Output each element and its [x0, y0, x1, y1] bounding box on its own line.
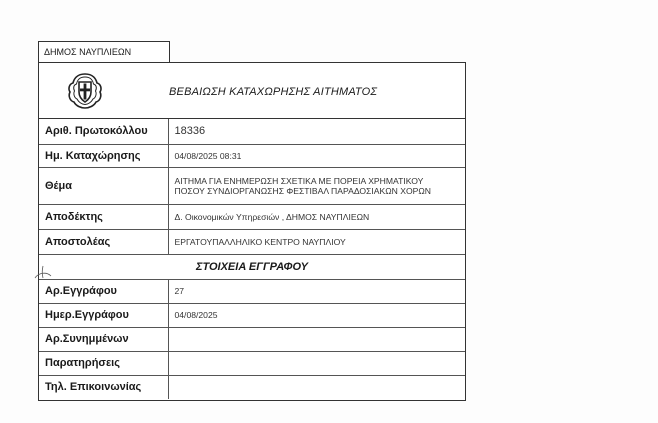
punch-mark-icon: [33, 264, 55, 280]
table-row: [39, 279, 465, 303]
greek-coat-of-arms-icon: [65, 71, 105, 111]
registration-date-label: Ημ. Καταχώρησης: [39, 144, 168, 167]
registration-certificate: [38, 62, 466, 401]
table-row: [39, 119, 465, 144]
municipality-label: ΔΗΜΟΣ ΝΑΥΠΛΙΕΩΝ: [38, 41, 170, 62]
table-row: [39, 144, 465, 167]
table-row: [39, 351, 465, 375]
recipient-label: Αποδέκτης: [39, 204, 168, 229]
attachments-value: [168, 327, 465, 351]
table-row: [39, 229, 465, 254]
document-number-label: Αρ.Εγγράφου: [39, 279, 168, 303]
remarks-value: [168, 351, 465, 375]
subject-value: [168, 167, 465, 204]
sender-value: ΕΡΓΑΤΟΥΠΑΛΛΗΛΙΚΟ ΚΕΝΤΡΟ ΝΑΥΠΛΙΟΥ: [168, 229, 465, 254]
table-row: [39, 327, 465, 351]
protocol-number-label: Αριθ. Πρωτοκόλλου: [39, 119, 168, 144]
table-row: [39, 254, 465, 279]
subject-label: Θέμα: [39, 167, 168, 204]
sender-label: Αποστολέας: [39, 229, 168, 254]
contact-phone-label: Τηλ. Επικοινωνίας: [39, 375, 168, 399]
table-row: [39, 204, 465, 229]
document-date-value: 04/08/2025: [168, 303, 465, 327]
certificate-header: [39, 63, 465, 119]
details-table: [39, 119, 465, 399]
table-row: [39, 375, 465, 399]
document-date-label: Ημερ.Εγγράφου: [39, 303, 168, 327]
subject-line-2: ΠΟΣΟΥ ΣΥΝΔΙΟΡΓΑΝΩΣΗΣ ΦΕΣΤΙΒΑΛ ΠΑΡΑΔΟΣΙΑΚΩΝ ΧΟΡΩΝ: [174, 185, 432, 196]
document-section-title: ΣΤΟΙΧΕΙΑ ΕΓΓΡΑΦΟΥ: [195, 260, 309, 273]
document-number-value: 27: [168, 279, 465, 303]
certificate-title: ΒΕΒΑΙΩΣΗ ΚΑΤΑΧΩΡΗΣΗΣ ΑΙΤΗΜΑΤΟΣ: [169, 86, 378, 98]
recipient-value: Δ. Οικονομικών Υπηρεσιών , ΔΗΜΟΣ ΝΑΥΠΛΙΕΩΝ: [168, 204, 465, 229]
registration-date-value: 04/08/2025 08:31: [168, 144, 465, 167]
remarks-label: Παρατηρήσεις: [39, 351, 168, 375]
document-section-header: [39, 254, 465, 279]
subject-line-1: ΑΙΤΗΜΑ ΓΙΑ ΕΝΗΜΕΡΩΣΗ ΣΧΕΤΙΚΑ ΜΕ ΠΟΡΕΙΑ ΧΡΗΜΑΤΙΚΟΥ: [174, 175, 424, 186]
table-row: [39, 167, 465, 204]
table-row: [39, 303, 465, 327]
contact-phone-value: [168, 375, 465, 399]
attachments-label: Αρ.Συνημμένων: [39, 327, 168, 351]
protocol-number-value: 18336: [174, 125, 206, 138]
